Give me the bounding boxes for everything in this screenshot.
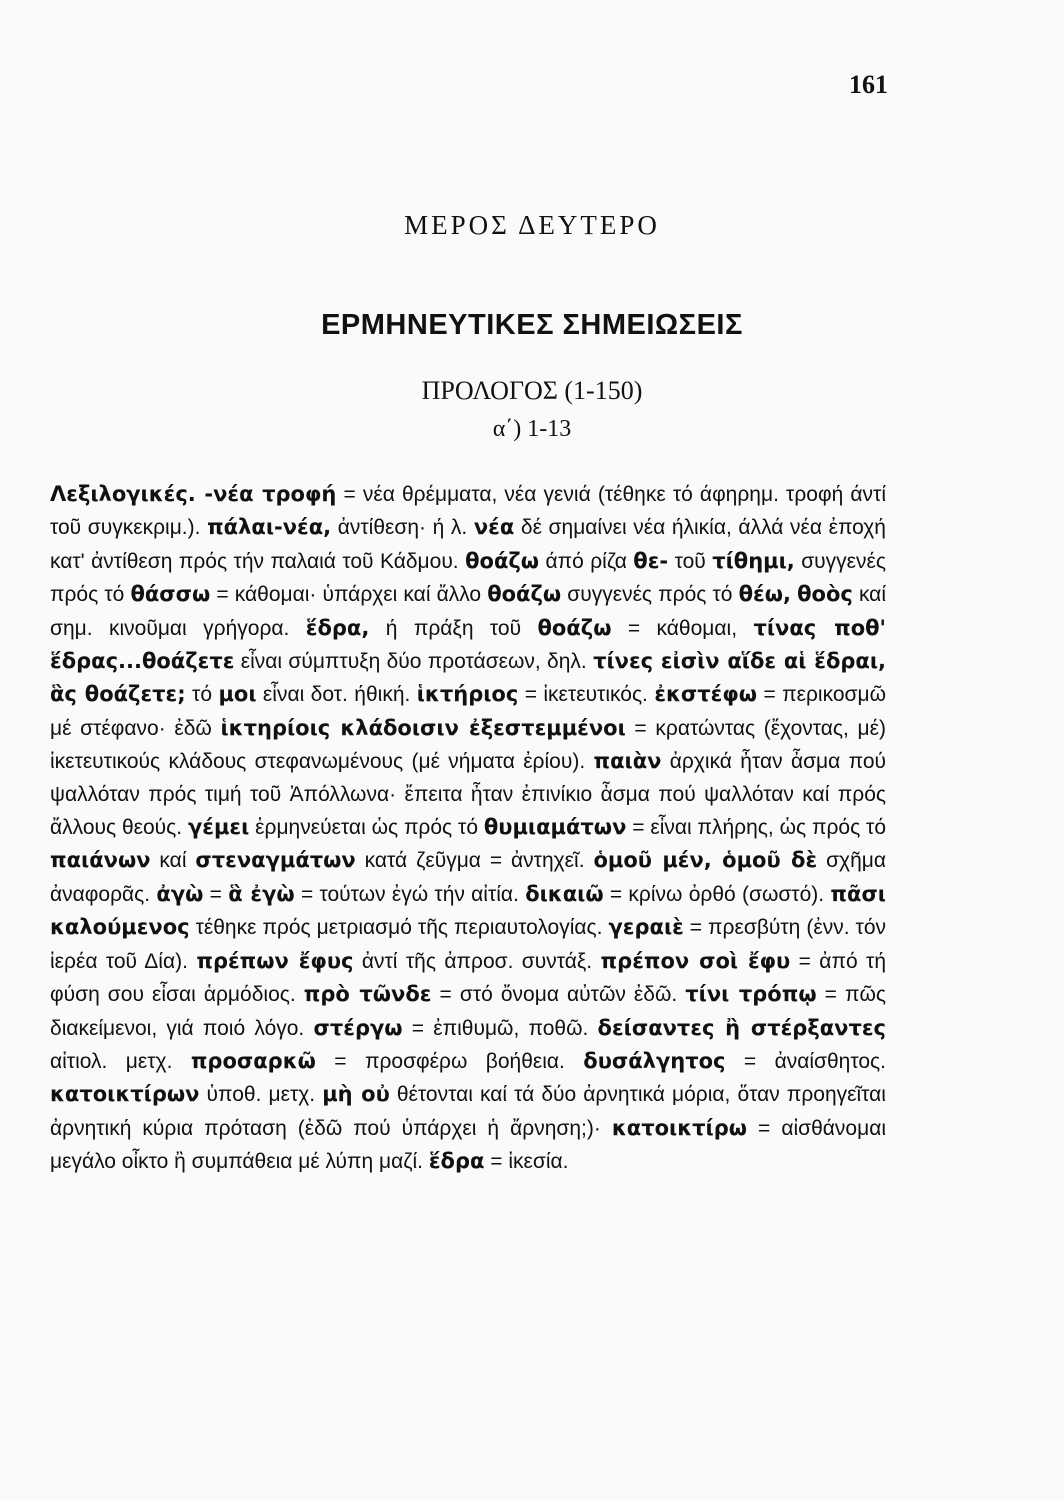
lemma-term: μοι: [218, 682, 257, 707]
commentary-text: = περικοσμῶ μέ στέφανο· ἐδῶ: [50, 683, 886, 740]
lemma-term: ὁμοῦ μέν, ὁμοῦ δὲ: [593, 848, 818, 873]
lemma-term: ἕδρα,: [305, 615, 370, 640]
commentary-text: τό: [185, 683, 219, 707]
lemma-term: τίθημι,: [712, 548, 795, 573]
headings-block: [0, 210, 1064, 443]
commentary-text: ἀρχικά ἦταν ἆσμα πού ψαλλόταν πρός τιμή τοῦ Ἀπόλλωνα· ἔπειτα ἦταν ἐπινίκιο ἆσμα πού ψαλλόταν καί πρός ἄλλους θεούς.: [50, 750, 886, 840]
commentary-text: = προσφέρω βοήθεια.: [315, 1049, 584, 1073]
lemma-term: παιάνων: [50, 848, 151, 873]
lemma-term: θε-: [633, 548, 669, 573]
lemma-term: θέω,: [738, 582, 791, 607]
commentary-text: = κρίνω ὀρθό (σωστό).: [603, 882, 831, 906]
lemma-term: προσαρκῶ: [190, 1048, 316, 1073]
commentary-body: [50, 478, 886, 1179]
commentary-text: = κάθομαι,: [611, 616, 754, 640]
lemma-term: ἃ ἐγὼ: [228, 881, 295, 906]
lemma-term: μὴ οὐ: [322, 1082, 390, 1107]
commentary-text: = ἐπιθυμῶ, ποθῶ.: [402, 1016, 598, 1040]
commentary-text: καί σημ. κινοῦμαι γρήγορα.: [50, 583, 886, 640]
lemma-term: κατοικτίρων: [50, 1082, 200, 1107]
commentary-text: συγγενές πρός τό: [50, 549, 887, 607]
commentary-text: δέ σημαίνει νέα ήλικία, άλλά νέα ἐποχή κατ' ἀντίθεση πρός τήν παλαιά τοῦ Κάδμου.: [50, 516, 886, 573]
commentary-text: σχῆμα ἀναφορᾶς.: [50, 849, 886, 906]
commentary-text: εἶναι δοτ. ήθική.: [256, 683, 417, 707]
lemma-term: πρέπων ἔφυς: [196, 948, 354, 973]
commentary-text: ἀντί τῆς ἀπροσ. συντάξ.: [353, 949, 601, 973]
commentary-text: συγγενές πρός τό: [561, 583, 739, 607]
lemma-term: ἐκστέφω: [654, 682, 758, 707]
lemma-term: πρὸ τῶνδε: [303, 982, 432, 1007]
commentary-text: =: [203, 882, 229, 906]
lemma-term: στέργω: [313, 1015, 403, 1040]
lemma-term: θοὸς: [797, 582, 853, 607]
lemma-term: γεραιὲ: [608, 915, 684, 940]
lemma-term: πᾶσι καλούμενος: [50, 881, 886, 940]
commentary-text: ή πράξη τοῦ: [369, 616, 538, 640]
commentary-text: = εἶναι πλήρης, ὡς πρός τό: [626, 816, 887, 840]
commentary-text: αἰτιολ. μετχ.: [50, 1049, 191, 1073]
commentary-text: = ἱκετευτικός.: [518, 683, 655, 707]
commentary-text: τέθηκε πρός μετριασμό τῆς περιαυτολογίας.: [189, 916, 609, 940]
lemma-term: ἱκτήριος: [416, 682, 519, 707]
lemma-term: κατοικτίρω: [611, 1115, 748, 1140]
commentary-text: = νέα θρέμματα, νέα γενιά (τέθηκε τό άφηρημ. τροφή άντί τοῦ συγκεκριμ.).: [50, 483, 886, 540]
lemma-term: τίνες εἰσὶν αἵδε αἱ ἕδραι, ἃς θοάζετε;: [50, 649, 886, 707]
lemma-term: ἀγὼ: [156, 881, 204, 906]
lemma-term: Λεξιλογικές.: [50, 482, 205, 506]
lemma-term: δικαιῶ: [525, 881, 604, 906]
lemma-term: δυσάλγητος: [583, 1048, 726, 1073]
main-title: ΕΡΜΗΝΕΥΤΙΚΕΣ ΣΗΜΕΙΩΣΕΙΣ: [321, 309, 743, 341]
commentary-text: = κρατώντας (ἔχοντας, μέ) ἱκετευτικούς κλάδους στεφανωμένους (μέ νήματα ἐρίου).: [50, 716, 886, 774]
commentary-text: θέτονται καί τά δύο ἀρνητικά μόρια, ὅταν προηγεῖται ἀρνητική κύρια πρόταση (ἐδῶ πού ὑπάρχει ἡ ἄρνηση;)·: [50, 1083, 886, 1140]
lemma-term: θοάζω: [487, 582, 562, 607]
lemma-term: ἕδρα: [428, 1149, 485, 1174]
lemma-term: ἱκτηρίοις κλάδοισιν ἐξεστεμμένοι: [220, 715, 626, 740]
lemma-term: παιὰν: [593, 749, 662, 774]
commentary-text: τοῦ: [668, 549, 713, 573]
lemma-term: θάσσω: [130, 582, 211, 607]
lemma-term: στεναγμάτων: [195, 848, 356, 873]
lemma-term: πάλαι-νέα,: [207, 515, 332, 540]
commentary-text: καί: [150, 849, 196, 873]
commentary-text: ἀντίθεση· ή λ.: [331, 516, 474, 540]
commentary-text: ἑρμηνεύεται ὡς πρός τό: [249, 816, 484, 840]
section-title: ΠΡΟΛΟΓΟΣ (1-150): [421, 376, 643, 405]
lemma-term: πρέπον σοὶ ἔφυ: [600, 948, 791, 973]
lemma-term: τίνας ποθ' ἕδρας...θοάζετε: [50, 615, 886, 674]
commentary-text: = πῶς διακείμενοι, γιά ποιό λόγο.: [50, 983, 886, 1040]
lemma-term: θυμιαμάτων: [483, 815, 627, 840]
commentary-text: άπό ρίζα: [539, 549, 634, 573]
lemma-term: -νέα τροφή: [204, 482, 337, 506]
commentary-text: κατά ζεῦγμα = ἀντηχεῖ.: [355, 849, 594, 873]
commentary-text: εἶναι σύμπτυξη δύο προτάσεων, δηλ.: [234, 650, 594, 674]
lemma-term: δείσαντες ἢ στέρξαντες: [597, 1015, 886, 1040]
commentary-text: = αἰσθάνομαι μεγάλο οἶκτο ἢ συμπάθεια μέ λύπη μαζί.: [50, 1116, 886, 1174]
commentary-text: ὑποθ. μετχ.: [199, 1083, 323, 1107]
lemma-term: νέα: [473, 515, 515, 540]
commentary-text: = πρεσβύτη (ἐνν. τόν ἱερέα τοῦ Δία).: [50, 916, 887, 973]
commentary-text: = ἀπό τή φύση σου εἶσαι ἁρμόδιος.: [50, 949, 886, 1007]
commentary-text: = στό ὄνομα αὐτῶν ἐδῶ.: [431, 983, 686, 1007]
subsection-title: α΄) 1-13: [492, 416, 572, 442]
lemma-term: τίνι τρόπῳ: [685, 982, 817, 1007]
commentary-text: = ἀναίσθητος.: [725, 1049, 886, 1073]
lemma-term: θοάζω: [465, 548, 540, 573]
commentary-text: = τούτων ἐγώ τήν αἰτία.: [294, 882, 526, 906]
commentary-text: = ἱκεσία.: [484, 1150, 569, 1174]
commentary-text: = κάθομαι· ὑπάρχει καί ἄλλο: [210, 583, 488, 607]
lemma-term: γέμει: [187, 815, 250, 840]
page-number: 161: [849, 70, 888, 99]
part-title: ΜΕΡΟΣ ΔΕΥΤΕΡΟ: [404, 210, 660, 240]
lemma-term: θοάζω: [537, 615, 612, 640]
